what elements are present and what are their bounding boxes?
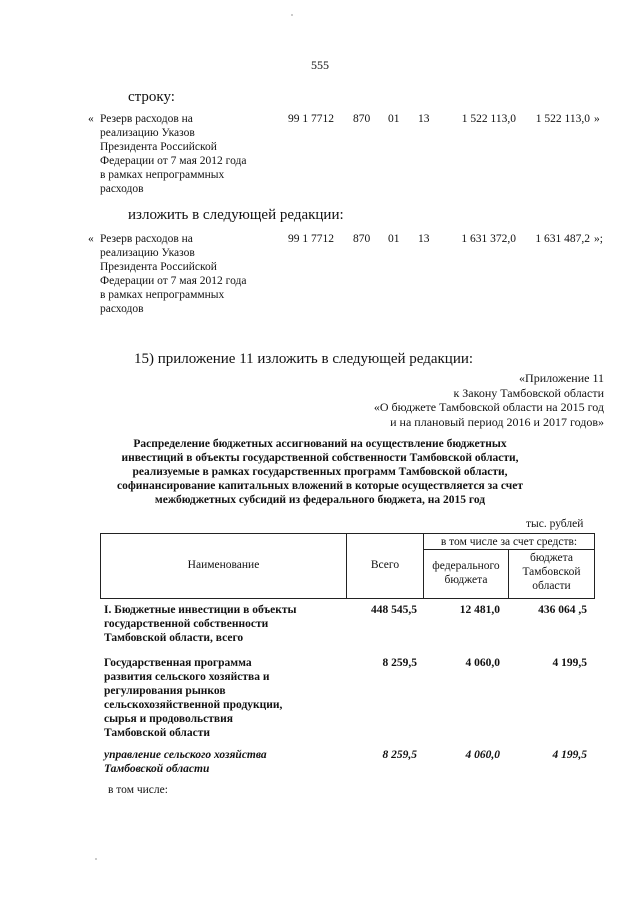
row-regional: 4 199,5 bbox=[552, 657, 587, 669]
title-line: софинансирование капитальных вложений в которые осуществляется за счет bbox=[116, 480, 524, 492]
new-row-name-line: реализацию Указов bbox=[100, 247, 195, 259]
header-regional-line: области bbox=[532, 580, 571, 592]
title-line: межбюджетных субсидий из федерального бюджета, на 2015 год bbox=[154, 494, 486, 506]
row-name bbox=[104, 656, 344, 740]
document-title bbox=[80, 437, 560, 507]
row-name-line: государственной собственности bbox=[104, 618, 269, 630]
new-row-name bbox=[100, 232, 290, 316]
units-label: тыс. рублей bbox=[526, 518, 584, 530]
row-federal: 4 060,0 bbox=[465, 749, 500, 761]
new-row-pr: 13 bbox=[418, 233, 430, 245]
row-regional: 436 064 ,5 bbox=[538, 604, 587, 616]
new-row-sum-2017: 1 631 487,2 bbox=[535, 233, 590, 245]
table-border-right bbox=[594, 533, 595, 599]
new-row-name-line: Президента Российской bbox=[100, 261, 217, 273]
page-number: 555 bbox=[311, 58, 329, 72]
old-row-sum-2017: 1 522 113,0 bbox=[535, 113, 590, 125]
row-name-line: Тамбовской области bbox=[104, 727, 211, 739]
intro-line: строку: bbox=[128, 89, 175, 105]
row-total: 8 259,5 bbox=[382, 657, 417, 669]
row-name-line: сырья и продовольствия bbox=[104, 713, 233, 725]
new-row-open-quote: « bbox=[88, 233, 94, 245]
old-row-name-line: Резерв расходов на bbox=[100, 113, 193, 125]
old-row-open-quote: « bbox=[88, 113, 94, 125]
row-name bbox=[104, 748, 344, 776]
old-row-name bbox=[100, 112, 290, 196]
header-including: в том числе за счет средств: bbox=[440, 536, 578, 548]
appendix-header-line: «О бюджете Тамбовской области на 2015 год bbox=[373, 400, 604, 414]
title-line: реализуемые в рамках государственных программ Тамбовской области, bbox=[132, 466, 508, 478]
new-row-close: »; bbox=[594, 233, 603, 245]
row-name-line: Тамбовской области bbox=[104, 763, 210, 775]
old-row-pr: 13 bbox=[418, 113, 430, 125]
old-row-close: » bbox=[594, 113, 600, 125]
header-regional-line: бюджета bbox=[530, 552, 573, 564]
row-name-line: I. Бюджетные инвестиции в объекты bbox=[104, 604, 297, 616]
item-15-text: 15) приложение 11 изложить в следующей редакции: bbox=[134, 351, 474, 367]
scan-speck bbox=[95, 858, 97, 860]
appendix-header-line: «Приложение 11 bbox=[519, 371, 604, 385]
title-line: Распределение бюджетных ассигнований на осуществление бюджетных bbox=[133, 438, 507, 450]
title-line: инвестиций в объекты государственной собственности Тамбовской области, bbox=[121, 452, 519, 464]
header-federal-line: федерального bbox=[432, 560, 500, 572]
row-name-line: Тамбовской области, всего bbox=[104, 632, 244, 644]
row-name-line: развития сельского хозяйства и bbox=[104, 671, 270, 683]
header-regional bbox=[509, 551, 594, 593]
row-name-line: регулирования рынков bbox=[104, 685, 226, 697]
new-row-name-line: Федерации от 7 мая 2012 года bbox=[100, 275, 247, 287]
header-regional-line: Тамбовской bbox=[522, 566, 581, 578]
new-row-name-line: Резерв расходов на bbox=[100, 233, 193, 245]
row-regional: 4 199,5 bbox=[552, 749, 587, 761]
old-row-sum-2016: 1 522 113,0 bbox=[461, 113, 516, 125]
appendix-header-line: и на плановый период 2016 и 2017 годов» bbox=[390, 414, 604, 429]
old-row-name-line: расходов bbox=[100, 183, 144, 195]
replace-line: изложить в следующей редакции: bbox=[128, 207, 344, 223]
new-row-code: 99 1 7712 bbox=[288, 233, 334, 245]
old-row-name-line: реализацию Указов bbox=[100, 127, 195, 139]
table-border-bottom bbox=[100, 598, 595, 599]
row-name-line: сельскохозяйственной продукции, bbox=[104, 699, 283, 711]
header-federal bbox=[424, 559, 508, 587]
row-total: 448 545,5 bbox=[371, 604, 417, 616]
table-border-top bbox=[100, 533, 595, 534]
row-name-line: управление сельского хозяйства bbox=[104, 749, 267, 761]
old-row-name-line: Федерации от 7 мая 2012 года bbox=[100, 155, 247, 167]
row-total: 8 259,5 bbox=[382, 749, 417, 761]
new-row-name-line: расходов bbox=[100, 303, 144, 315]
appendix-header-line: к Закону Тамбовской области bbox=[453, 385, 604, 400]
scan-speck bbox=[291, 14, 293, 16]
trailing-text: в том числе: bbox=[108, 784, 168, 796]
old-row-name-line: в рамках непрограммных bbox=[100, 169, 225, 181]
new-row-name-line: в рамках непрограммных bbox=[100, 289, 225, 301]
header-federal-line: бюджета bbox=[444, 574, 488, 586]
header-total: Всего bbox=[370, 559, 400, 571]
row-name bbox=[104, 603, 344, 645]
table-subheader-line bbox=[423, 549, 595, 550]
appendix-header bbox=[284, 371, 604, 429]
old-row-code: 99 1 7712 bbox=[288, 113, 334, 125]
row-federal: 4 060,0 bbox=[465, 657, 500, 669]
new-row-sum-2016: 1 631 372,0 bbox=[461, 233, 516, 245]
old-row-vr: 870 bbox=[353, 113, 371, 125]
header-name: Наименование bbox=[187, 559, 260, 571]
row-name-line: Государственная программа bbox=[104, 657, 252, 669]
row-federal: 12 481,0 bbox=[459, 604, 500, 616]
new-row-vr: 870 bbox=[353, 233, 371, 245]
new-row-rz: 01 bbox=[388, 233, 400, 245]
old-row-rz: 01 bbox=[388, 113, 400, 125]
old-row-name-line: Президента Российской bbox=[100, 141, 217, 153]
